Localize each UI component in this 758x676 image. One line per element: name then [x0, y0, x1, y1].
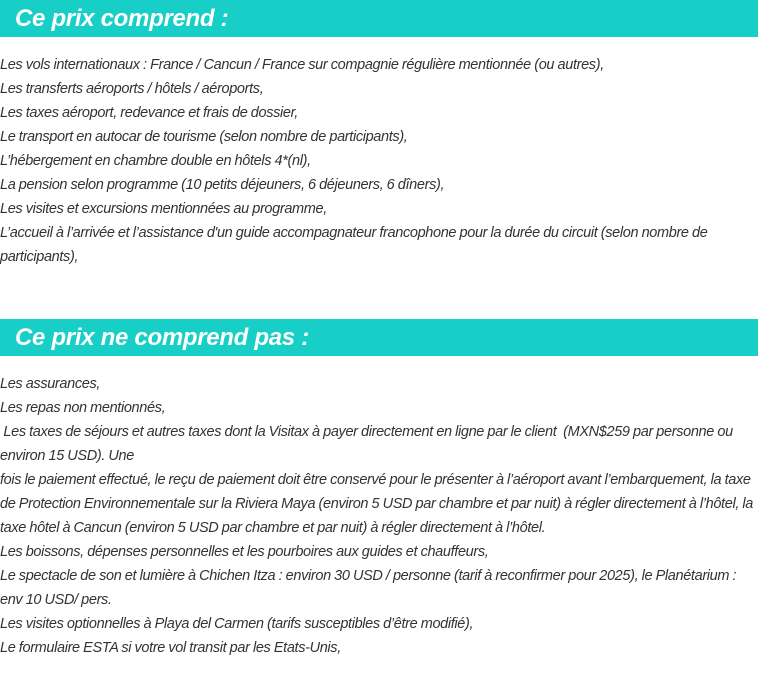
- list-item: L’hébergement en chambre double en hôtels 4*(nl),: [0, 153, 311, 169]
- list-item: Les transferts aéroports / hôtels / aéroports,: [0, 81, 264, 97]
- list-item: fois le paiement effectué, le reçu de paiement doit être conservé pour le présenter à l’aéroport avant l’embarquement, la taxe de Protection Environnementale sur la Riviera Maya (environ 5 USD par chambre et par nuit) à régler directement à l’hôtel, la taxe hôtel à Cancun (environ 5 USD par chambre et par nuit) à régler directement à l’hôtel.: [0, 472, 753, 536]
- excluded-list: [0, 372, 758, 660]
- list-item: Les assurances,: [0, 376, 101, 392]
- list-item: Le formulaire ESTA si votre vol transit par les Etats-Unis,: [0, 640, 341, 656]
- included-banner: [0, 0, 758, 37]
- list-item: Les taxes de séjours et autres taxes dont la Visitax à payer directement en ligne par le client (MXN$259 par personne ou environ 15 USD). Une: [0, 424, 737, 464]
- list-item: Les visites optionnelles à Playa del Carmen (tarifs susceptibles d’être modifié),: [0, 616, 474, 632]
- list-item: Les visites et excursions mentionnées au programme,: [0, 201, 327, 217]
- list-item: Les boissons, dépenses personnelles et les pourboires aux guides et chauffeurs,: [0, 544, 489, 560]
- excluded-banner: [0, 319, 758, 356]
- included-list: [0, 53, 758, 269]
- list-item: Les taxes aéroport, redevance et frais de dossier,: [0, 105, 298, 121]
- list-item: Le transport en autocar de tourisme (selon nombre de participants),: [0, 129, 408, 145]
- excluded-heading: Ce prix ne comprend pas :: [15, 324, 309, 351]
- list-item: L’accueil à l’arrivée et l’assistance d'un guide accompagnateur francophone pour la durée du circuit (selon nombre de participants),: [0, 225, 708, 265]
- list-item: Les vols internationaux : France / Cancun / France sur compagnie régulière mentionnée (ou autres),: [0, 57, 604, 73]
- list-item: La pension selon programme (10 petits déjeuners, 6 déjeuners, 6 dîners),: [0, 177, 445, 193]
- list-item: Le spectacle de son et lumière à Chichen Itza : environ 30 USD / personne (tarif à reconfirmer pour 2025), le Planétarium : env 10 USD/ pers.: [0, 568, 737, 608]
- included-heading: Ce prix comprend :: [15, 5, 229, 32]
- list-item: Les repas non mentionnés,: [0, 400, 166, 416]
